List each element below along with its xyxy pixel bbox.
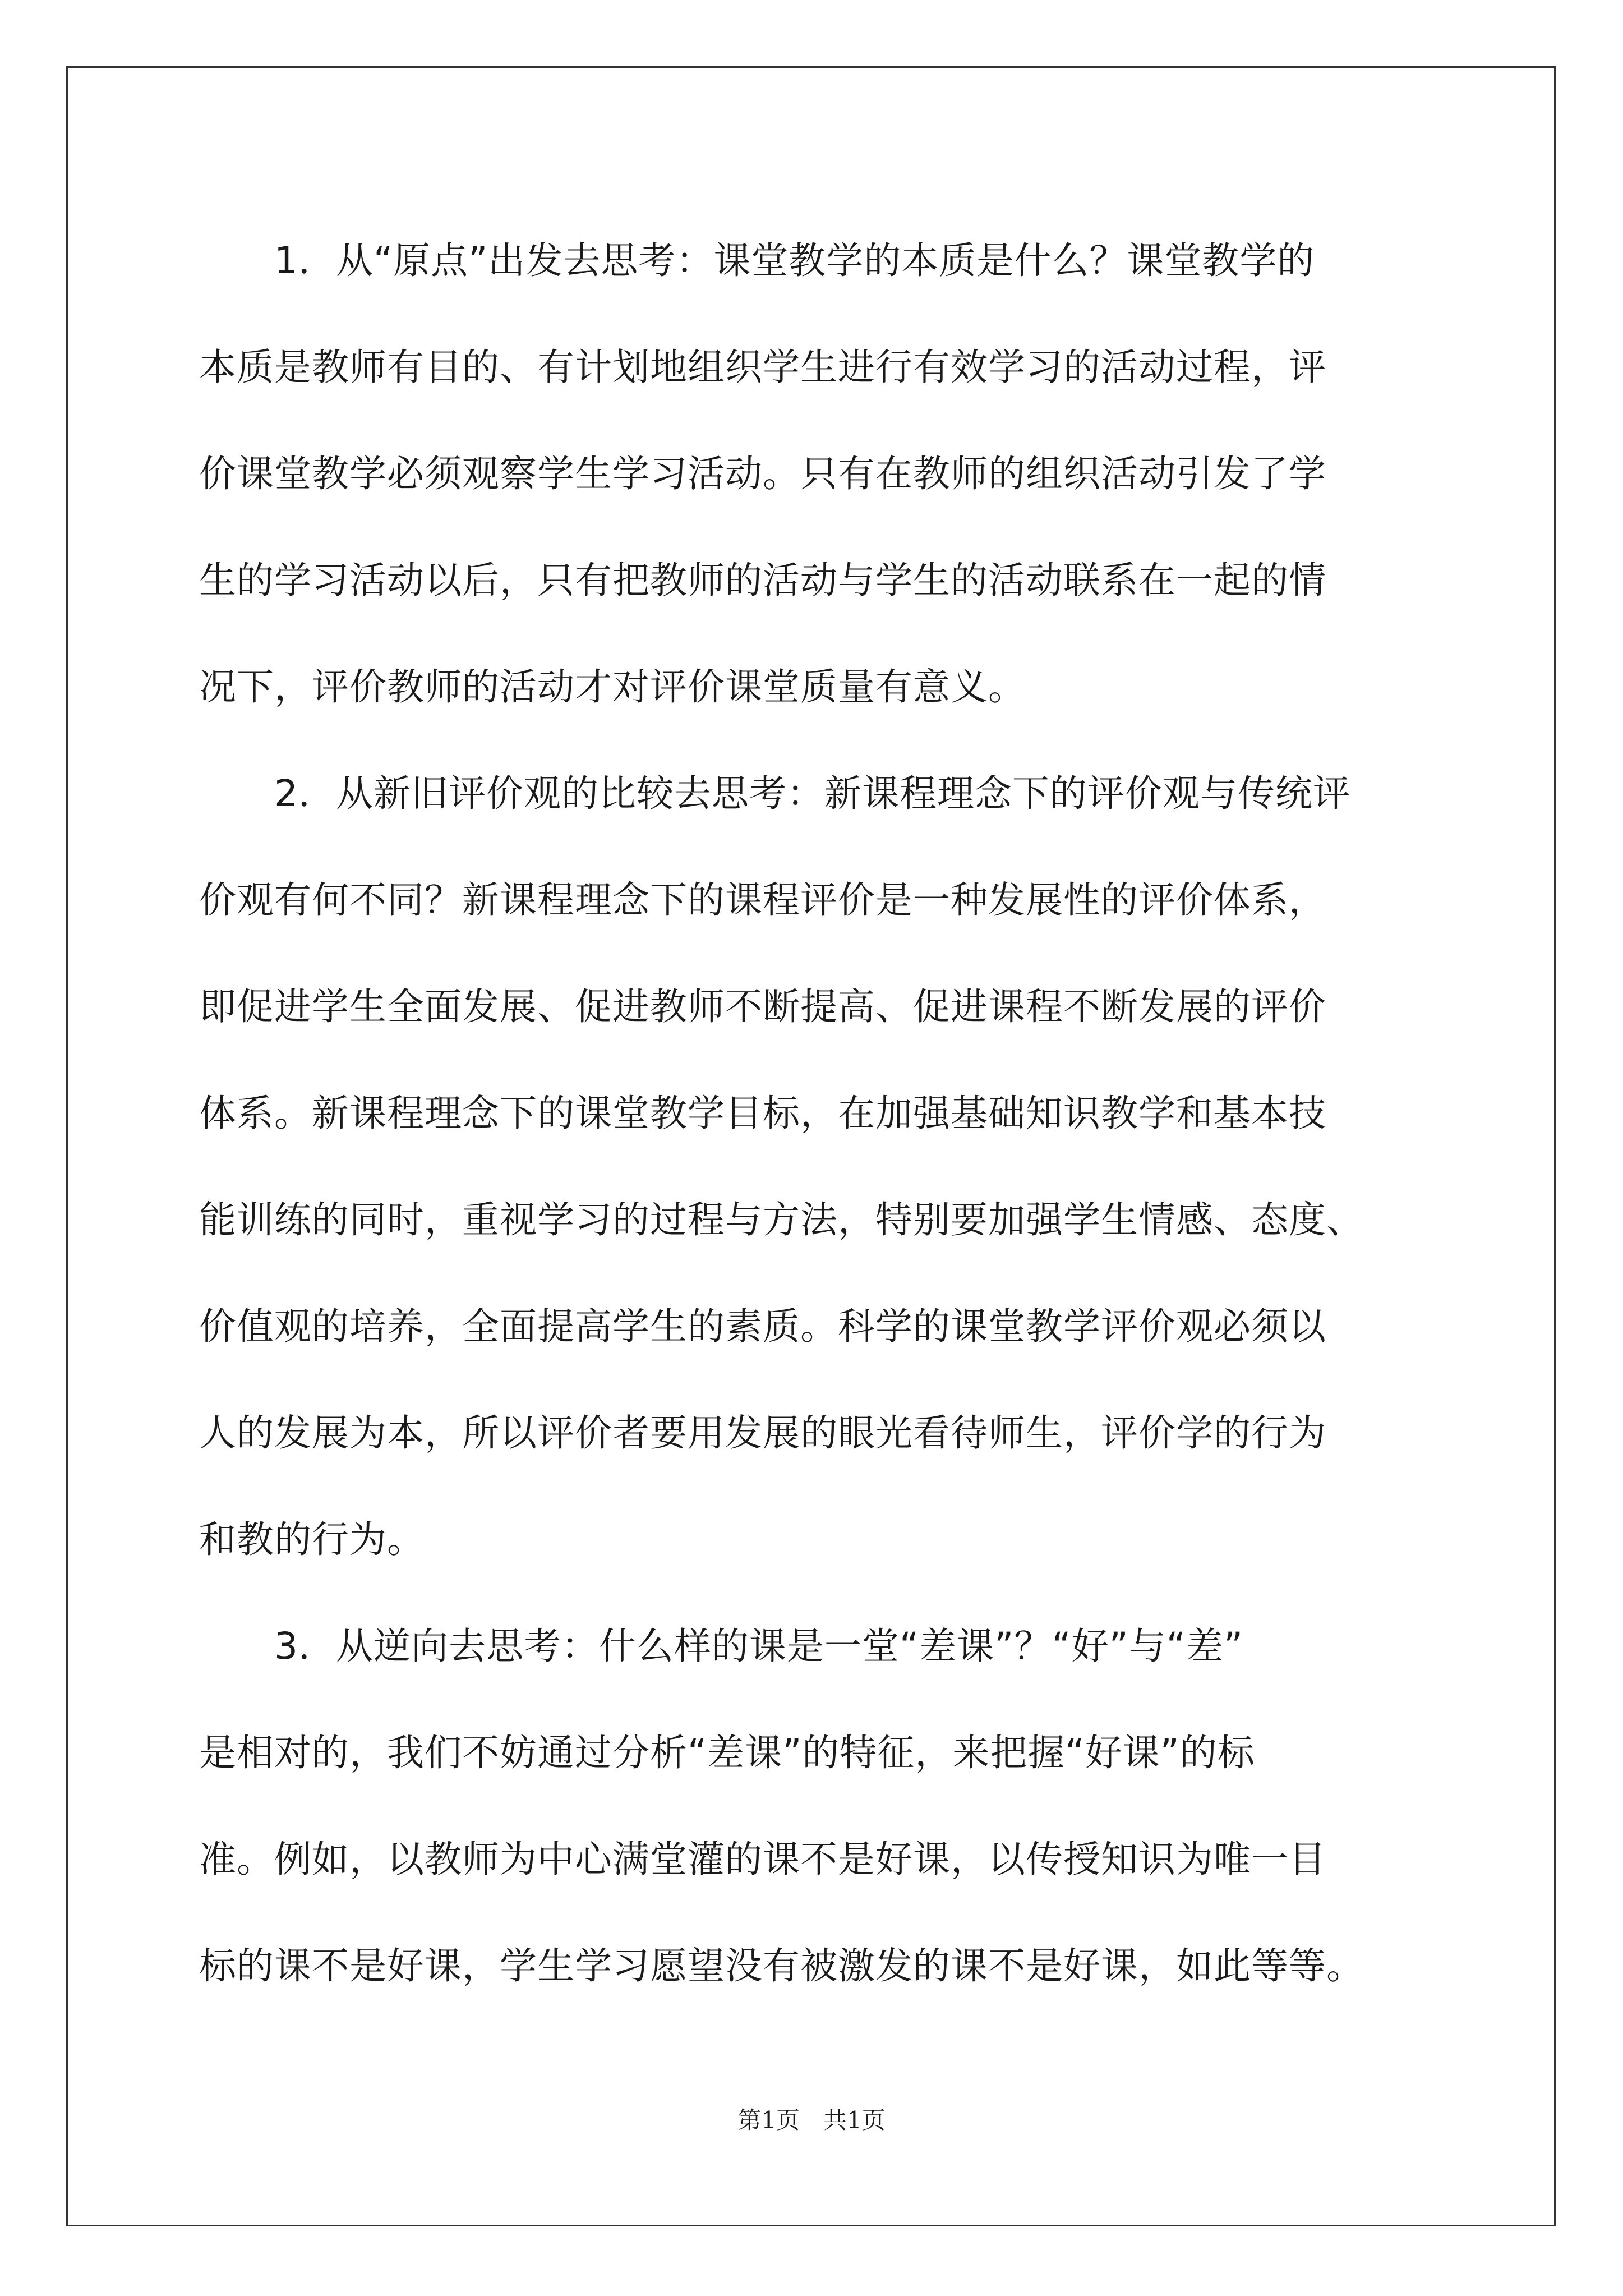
paragraph-line: 标的课不是好课，学生学习愿望没有被激发的课不是好课，如此等等。 [199, 1944, 1364, 1987]
paragraph-line: 2．从新旧评价观的比较去思考：新课程理念下的评价观与传统评 [274, 772, 1350, 815]
paragraph-line: 准。例如，以教师为中心满堂灌的课不是好课，以传授知识为唯一目 [199, 1838, 1326, 1881]
paragraph-line: 况下，评价教师的活动才对评价课堂质量有意义。 [199, 665, 1026, 708]
paragraph-line: 3．从逆向去思考：什么样的课是一堂“差课”？“好”与“差” [274, 1625, 1244, 1668]
paragraph-line: 能训练的同时，重视学习的过程与方法，特别要加强学生情感、态度、 [199, 1198, 1364, 1241]
paragraph-line: 价值观的培养，全面提高学生的素质。科学的课堂教学评价观必须以 [199, 1305, 1326, 1348]
paragraph-line: 本质是教师有目的、有计划地组织学生进行有效学习的活动过程，评 [199, 346, 1326, 389]
paragraph-1 [199, 208, 1433, 740]
paragraph-line: 体系。新课程理念下的课堂教学目标，在加强基础知识教学和基本技 [199, 1092, 1326, 1135]
paragraph-line: 价课堂教学必须观察学生学习活动。只有在教师的组织活动引发了学 [199, 452, 1326, 495]
paragraph-line: 和教的行为。 [199, 1518, 425, 1561]
paragraph-line: 生的学习活动以后，只有把教师的活动与学生的活动联系在一起的情 [199, 559, 1326, 602]
paragraph-2 [199, 740, 1433, 1593]
page-footer: 第1页 共1页 [737, 2106, 886, 2134]
paragraph-line: 1．从“原点”出发去思考：课堂教学的本质是什么？课堂教学的 [274, 239, 1315, 282]
paragraph-3 [199, 1593, 1433, 2019]
document-body [199, 208, 1433, 2019]
paragraph-line: 价观有何不同？新课程理念下的课程评价是一种发展性的评价体系， [199, 878, 1326, 922]
paragraph-line: 即促进学生全面发展、促进教师不断提高、促进课程不断发展的评价 [199, 985, 1326, 1028]
paragraph-line: 人的发展为本，所以评价者要用发展的眼光看待师生，评价学的行为 [199, 1411, 1326, 1455]
paragraph-line: 是相对的，我们不妨通过分析“差课”的特征，来把握“好课”的标 [199, 1731, 1255, 1774]
